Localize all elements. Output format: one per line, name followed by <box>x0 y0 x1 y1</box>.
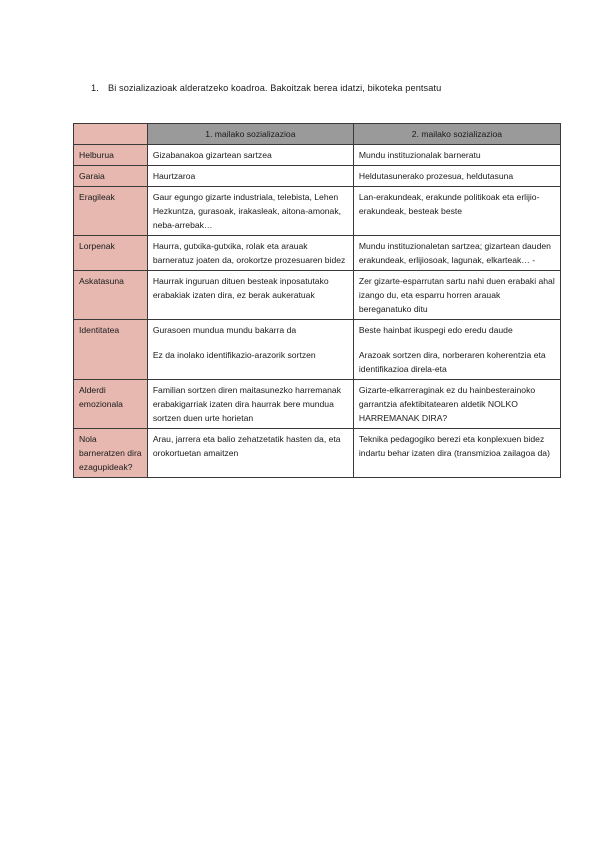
cell-paragraph: Haurtzaroa <box>152 171 196 181</box>
paragraph-gap <box>359 337 555 348</box>
second-socialization-cell <box>353 236 560 271</box>
second-socialization-cell <box>353 429 560 478</box>
first-socialization-cell <box>147 320 353 380</box>
cell-paragraph: Heldutasunerako prozesua, heldutasuna <box>358 171 514 181</box>
cell-paragraph: Ez da inolako identifikazio-arazorik sortzen <box>152 350 316 360</box>
second-socialization-cell <box>353 271 560 320</box>
second-socialization-cell <box>353 166 560 187</box>
question-heading <box>91 83 441 93</box>
cell-paragraph: Familian sortzen diren maitasunezko harremanak erabakigarriak izaten dira haurrak bere mundua sortzen duen urte horietan <box>152 385 342 423</box>
first-socialization-cell <box>147 145 353 166</box>
table-header-row <box>74 124 561 145</box>
cell-paragraph: Gizabanakoa gizartean sartzea <box>152 150 272 160</box>
first-socialization-cell <box>147 380 353 429</box>
cell-paragraph: Arau, jarrera eta balio zehatzetatik hasten da, eta orokortuetan amaitzen <box>152 434 341 458</box>
cell-paragraph: Teknika pedagogiko berezi eta konplexuen bidez indartu behar izaten dira (transmizioa zailagoa da) <box>358 434 550 458</box>
cell-paragraph: Gizarte-elkarreraginak ez du hainbesterainoko garrantzia afektibitatearen aldetik NOLKO HARREMANAK DIRA? <box>358 385 536 423</box>
comparison-table <box>73 123 561 478</box>
row-label: Alderdi emozionala <box>74 380 148 429</box>
second-socialization-cell <box>353 380 560 429</box>
cell-paragraph: Gaur egungo gizarte industriala, telebista, Lehen Hezkuntza, gurasoak, irakasleak, aitona-amonak, neba-arrebak… <box>152 192 342 230</box>
cell-paragraph: Gurasoen mundua mundu bakarra da <box>152 325 297 335</box>
cell-paragraph: Haurrak inguruan dituen besteak inposatutako erabakiak izaten dira, ez berak aukeratuak <box>152 276 329 300</box>
second-socialization-cell <box>353 320 560 380</box>
row-label: Lorpenak <box>74 236 148 271</box>
paragraph-gap <box>153 337 348 348</box>
row-label: Helburua <box>74 145 148 166</box>
question-number: 1. <box>91 83 99 93</box>
row-label: Nola barneratzen dira ezagupideak? <box>74 429 148 478</box>
cell-paragraph: Zer gizarte-esparrutan sartu nahi duen erabaki ahal izango du, eta esparru horren arauak bereganatuko ditu <box>358 276 555 314</box>
table-row <box>74 320 561 380</box>
row-label: Identitatea <box>74 320 148 380</box>
header-first-socialization: 1. mailako sozializazioa <box>147 124 353 145</box>
row-label: Eragileak <box>74 187 148 236</box>
second-socialization-cell <box>353 145 560 166</box>
table-row <box>74 429 561 478</box>
table-row <box>74 271 561 320</box>
first-socialization-cell <box>147 429 353 478</box>
row-label: Askatasuna <box>74 271 148 320</box>
first-socialization-cell <box>147 236 353 271</box>
cell-paragraph: Lan-erakundeak, erakunde politikoak eta erlijio-erakundeak, besteak beste <box>358 192 540 216</box>
table-row <box>74 236 561 271</box>
first-socialization-cell <box>147 187 353 236</box>
cell-paragraph: Haurra, gutxika-gutxika, rolak eta arauak barneratuz joaten da, orokortze prozesuaren bidez <box>152 241 346 265</box>
header-second-socialization: 2. mailako sozializazioa <box>353 124 560 145</box>
cell-paragraph: Arazoak sortzen dira, norberaren koherentzia eta identifikazioa direla-eta <box>358 350 546 374</box>
table-row <box>74 145 561 166</box>
first-socialization-cell <box>147 166 353 187</box>
question-text: Bi sozializazioak alderatzeko koadroa. Bakoitzak berea idatzi, bikoteka pentsatu <box>108 83 442 93</box>
cell-paragraph: Mundu instituzionaletan sartzea; gizartean dauden erakundeak, erlijiosoak, lagunak, elkarteak… - <box>358 241 551 265</box>
table-body <box>74 145 561 478</box>
cell-paragraph: Beste hainbat ikuspegi edo eredu daude <box>358 325 513 335</box>
second-socialization-cell <box>353 187 560 236</box>
table-row <box>74 187 561 236</box>
first-socialization-cell <box>147 271 353 320</box>
header-corner-cell <box>74 124 148 145</box>
table-row <box>74 380 561 429</box>
row-label: Garaia <box>74 166 148 187</box>
cell-paragraph: Mundu instituzionalak barneratu <box>358 150 481 160</box>
table-row <box>74 166 561 187</box>
